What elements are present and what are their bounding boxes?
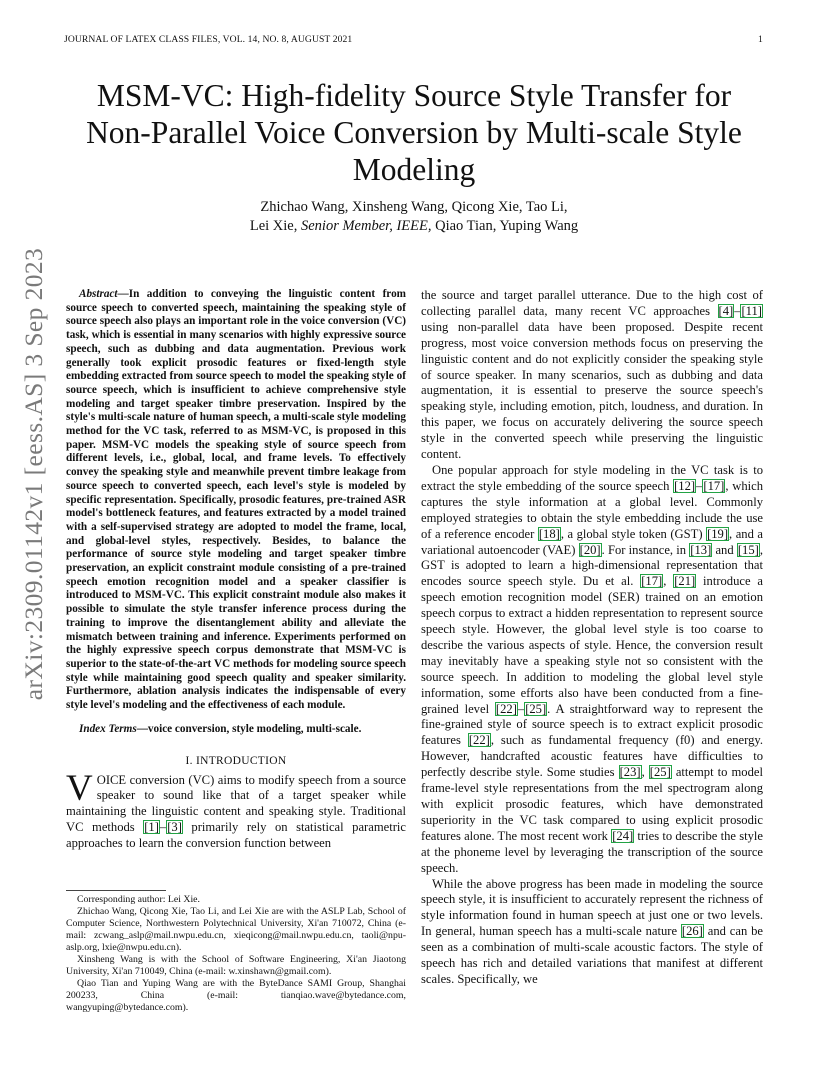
text-run: , — [663, 574, 674, 589]
section-heading-introduction: I. INTRODUCTION — [185, 754, 287, 767]
text-run: , such as fundamental frequency (f0) and energy. However, handcrafted acoustic features have difficulties to perfectly describe style. Some studies — [421, 733, 763, 780]
index-terms — [66, 723, 406, 737]
intro-paragraph-1-cont — [421, 288, 763, 463]
citation-link[interactable]: [22] — [495, 701, 517, 716]
text-run: using non-parallel data have been proposed. Despite recent progress, most voice conversion methods focus on preserving the linguistic content and do not explicitly consider the speaking style of source speaker. In many scenarios, such as dubbing and data augmentation, it is essential to preserve the source speech's speaking style, including emotion, pitch, loudness, and duration. In this paper, we focus on accurately delivering the source speech style in the converted speech while preserving the linguistic content. — [421, 319, 763, 462]
citation-link[interactable]: [4] — [718, 303, 734, 318]
citation-link[interactable]: [25] — [525, 701, 547, 716]
citation-link[interactable]: [23] — [619, 765, 641, 780]
citation-link[interactable]: [26] — [681, 924, 703, 939]
footnote-affiliation-3: Qiao Tian and Yuping Wang are with the ByteDance SAMI Group, Shanghai 200233, China (e-mail: tianqiao.wave@bytedance.com, wangyuping@bytedance.com). — [66, 978, 406, 1013]
author-lei-xie: Lei Xie, — [249, 218, 298, 234]
intro-p1-text: OICE conversion (VC) aims to modify speech from a source speaker to sound like that of a target speaker while maintaining the linguistic content and speaking style. Traditional VC methods — [66, 772, 406, 835]
right-column — [421, 288, 763, 988]
page-number: 1 — [758, 34, 763, 45]
citation-link[interactable]: [22] — [468, 733, 490, 748]
footnote-affiliation-2: Xinsheng Wang is with the School of Software Engineering, Xi'an Jiaotong University, Xi'an 710049, China (e-mail: w.xinshawn@gmail.com). — [66, 954, 406, 977]
citation-link[interactable]: [18] — [538, 526, 560, 541]
left-column — [66, 288, 406, 852]
footnotes — [66, 890, 406, 1014]
index-terms-text: —voice conversion, style modeling, multi-scale. — [136, 722, 362, 735]
text-run: introduce a speech emotion recognition model (SER) trained on an emotion speech corpus to extract a hidden representation to represent source speech style. However, the global level style is too coarse to describe the various aspects of style. Hence, the conversion result may inevitably have a speaking style not so consistent with the source speech. In addition to modeling the global level style information, some efforts also have been conducted from a fine-grained level — [421, 574, 764, 716]
author-block — [64, 198, 764, 236]
intro-paragraph-3 — [421, 877, 763, 988]
abstract-text: —In addition to conveying the linguistic content from source speech to converted speech, maintaining the speaking style of source speech also plays an important role in the voice conversion (VC) task, which is essential in many scenarios with highly expressive source speech, such as dubbing and data augmentation. Previous work generally took explicit prosodic features or fixed-length style embedding extracted from source speech to model the speaking style of source speech, which is insufficient to achieve comprehensive style modeling and target speaker timbre preservation. Inspired by the style's multi-scale nature of human speech, a multi-scale style modeling method for the VC task, referred to as MSM-VC, is proposed in this paper. MSM-VC models the speaking style of source speech from different levels, i.e., global, local, and frame levels. To effectively convey the speaking style and meanwhile prevent timbre leakage from source speech to converted speech, each level's style is modeled by specific representation. Specifically, prosodic features, pre-trained ASR model's bottleneck features, and features extracted by a model trained with a self-supervised strategy are adopted to model the frame, local, and global-level styles, respectively. Besides, to balance the performance of source style modeling and target speaker timbre preservation, an explicit constraint module consisting of a pre-trained speech emotion recognition model and a speaker classifier is introduced to MSM-VC. This explicit constraint module also makes it possible to simulate the style transfer inference process during the training to improve the disentanglement ability and alleviate the mismatch between training and inference. Experiments performed on the highly expressive speech corpus demonstrate that MSM-VC is superior to the state-of-the-art VC methods for modeling source speech style while maintaining good speech quality and speaker similarity. Furthermore, ablation analysis indicates the indispensable of every style level's modeling and the effectiveness of each module. — [66, 288, 406, 712]
abstract — [66, 288, 406, 713]
text-run: One popular approach for style modeling in the VC task is to extract the style embedding of the source speech — [421, 462, 763, 493]
text-run: . For instance, in — [601, 542, 690, 557]
text-run: the source and target parallel utterance. Due to the high cost of collecting parallel data, many recent VC approaches — [421, 288, 763, 318]
paper-title: MSM-VC: High-fidelity Source Style Transfer for Non-Parallel Voice Conversion by Multi-scale Style Modeling — [86, 78, 742, 187]
citation-link[interactable]: [11] — [741, 303, 762, 318]
running-header: JOURNAL OF LATEX CLASS FILES, VOL. 14, NO. 8, AUGUST 2021 — [64, 34, 353, 45]
citation-link[interactable]: [24] — [612, 828, 634, 843]
citation-link[interactable]: [19] — [707, 526, 729, 541]
text-run: , a global style token (GST) — [560, 526, 707, 541]
intro-paragraph-1 — [66, 767, 406, 853]
citation-link[interactable]: [17] — [703, 478, 725, 493]
citation-link[interactable]: [1] — [144, 820, 159, 835]
range-dash: – — [696, 478, 703, 493]
citation-link[interactable]: [13] — [690, 542, 712, 557]
authors-remaining: Qiao Tian, Yuping Wang — [435, 218, 579, 234]
text-run: . A straightforward way to represent the fine-grained style of source speech is to extract explicit prosodic features — [421, 701, 763, 748]
text-run: , which captures the style information at a global level. Commonly employed strategies to obtain the style embedding include the use of a reference encoder — [421, 478, 763, 541]
range-dash: – — [734, 303, 741, 318]
text-run: , — [641, 765, 649, 780]
footnote-corresponding: Corresponding author: Lei Xie. — [77, 894, 200, 905]
citation-link[interactable]: [17] — [641, 574, 663, 589]
text-run: and can be seen as a combination of multi-scale acoustic factors. The style of speech has rich and detailed variations that manifest at different scales. Specifically, we — [421, 924, 763, 986]
index-terms-label: Index Terms — [79, 722, 137, 735]
intro-p1-text-end: primarily rely on statistical parametric approaches to learn the conversion function between — [66, 820, 406, 851]
footnote-affiliation-1: Zhichao Wang, Qicong Xie, Tao Li, and Lei Xie are with the ASLP Lab, School of Computer Science, Northwestern Polytechnical University, Xi'an 710072, China (e-mail: zcwang_aslp@mail.nwpu.edu.cn, xieqicong@mail.nwpu.edu.cn, taoli@npu-aslp.org, lxie@nwpu.edu.cn). — [66, 906, 406, 953]
text-run: attempt to model frame-level style representations from the mel spectrogram along with explicit prosodic features, which have demonstrated superiority in the VC task compared to using explicit prosodic features alone. The most recent work — [421, 765, 763, 843]
citation-link[interactable]: [3] — [167, 820, 182, 835]
range-dash: – — [159, 820, 167, 835]
intro-paragraph-2 — [421, 463, 763, 877]
citation-link[interactable]: [15] — [737, 542, 759, 557]
text-run: and — [712, 542, 737, 557]
citation-link[interactable]: [12] — [674, 478, 696, 493]
citation-link[interactable]: [21] — [674, 574, 696, 589]
authors-line-2 — [64, 217, 764, 236]
citation-link[interactable]: [25] — [649, 765, 671, 780]
arxiv-id: arXiv:2309.01142v1 [eess.AS] 3 Sep 2023 — [19, 247, 48, 701]
text-run: , and a variational autoencoder (VAE) — [421, 526, 763, 557]
arxiv-sidebar-stamp — [19, 247, 48, 701]
text-run: While the above progress has been made in modeling the source speech style, it is insufficient to accurately represent the richness of style information found in human speech at just one or two levels. In general, human speech has a multi-scale nature — [421, 876, 763, 939]
text-run: tries to describe the style at the phoneme level by leveraging the transcription of the source speech. — [421, 828, 763, 875]
range-dash: – — [517, 701, 525, 716]
author-role: Senior Member, IEEE, — [301, 218, 432, 234]
authors-line-1: Zhichao Wang, Xinsheng Wang, Qicong Xie, Tao Li, — [260, 199, 568, 215]
text-run: , GST is adopted to learn a high-dimensional representation that encodes source speech style. Du et al. — [421, 542, 763, 589]
abstract-label: Abstract — [79, 288, 118, 300]
footnote-rule — [66, 890, 166, 891]
dropcap: V — [66, 767, 93, 809]
citation-link[interactable]: [20] — [579, 542, 601, 557]
